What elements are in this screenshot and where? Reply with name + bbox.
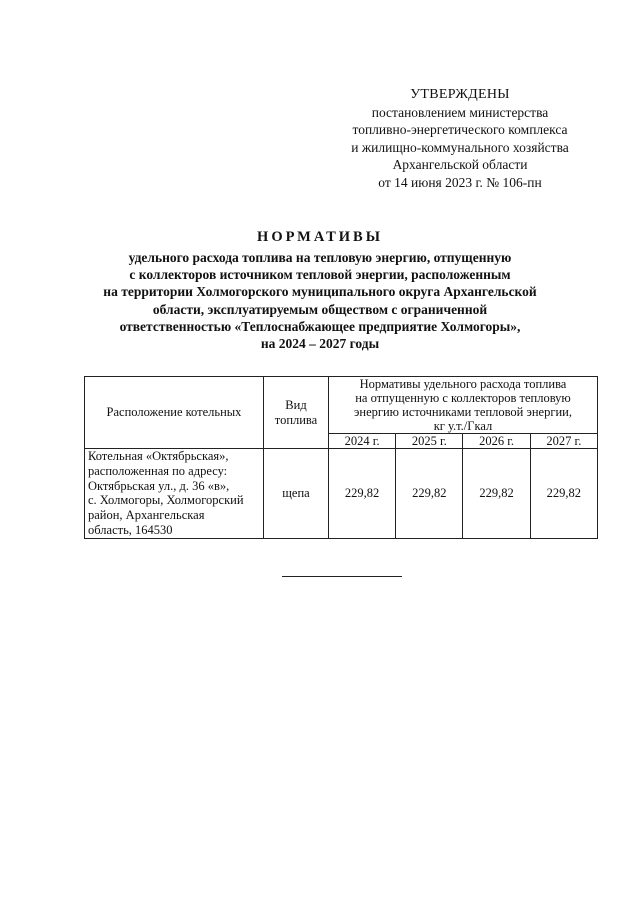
header-fuel <box>264 377 329 449</box>
header-group-line: энергию источниками тепловой энергии, <box>354 405 572 419</box>
table-header-row <box>85 377 598 434</box>
header-year-2024: 2024 г. <box>329 434 396 449</box>
table-row <box>85 449 598 539</box>
approval-heading: УТВЕРЖДЕНЫ <box>410 87 510 102</box>
approval-line: и жилищно-коммунального хозяйства <box>351 139 569 155</box>
header-group-line: кг у.т./Гкал <box>433 419 493 433</box>
header-location: Расположение котельных <box>85 377 264 449</box>
subtitle-line: ответственностью «Теплоснабжающее предприятие Холмогоры», <box>119 318 521 334</box>
header-year-2026: 2026 г. <box>463 434 530 449</box>
header-group-line: на отпущенную с коллекторов тепловую <box>355 391 571 405</box>
header-year-2027: 2027 г. <box>530 434 597 449</box>
location-line: Октябрьская ул., д. 36 «в», <box>88 478 230 493</box>
location-line: расположенная по адресу: <box>88 463 228 478</box>
cell-value-2026: 229,82 <box>463 449 530 539</box>
cell-value-2027: 229,82 <box>530 449 597 539</box>
approval-line: Архангельской области <box>392 157 528 172</box>
subtitle-line: удельного расхода топлива на тепловую энергию, отпущенную <box>128 250 512 265</box>
closing-divider <box>282 576 402 577</box>
location-line: с. Холмогоры, Холмогорский <box>88 493 244 508</box>
subtitle-line: области, эксплуатируемым обществом с ограниченной <box>152 301 488 317</box>
subtitle-line: на территории Холмогорского муниципального округа Архангельской <box>103 284 537 300</box>
approval-line: от 14 июня 2023 г. № 106-пн <box>378 174 542 190</box>
cell-value-2025: 229,82 <box>396 449 463 539</box>
document-title: НОРМАТИВЫ <box>257 229 383 245</box>
cell-value-2024: 229,82 <box>329 449 396 539</box>
header-fuel-line: топлива <box>274 412 318 427</box>
header-group-line: Нормативы удельного расхода топлива <box>359 377 567 391</box>
approval-line: постановлением министерства <box>371 104 549 120</box>
subtitle-line: с коллекторов источником тепловой энергии, расположенным <box>129 267 511 283</box>
approval-line: топливно-энергетического комплекса <box>352 122 568 137</box>
location-line: район, Архангельская <box>88 508 205 523</box>
location-line: область, 164530 <box>88 522 173 537</box>
subtitle-line: на 2024 – 2027 годы <box>260 336 380 352</box>
cell-fuel: щепа <box>264 449 329 539</box>
header-year-2025: 2025 г. <box>396 434 463 449</box>
cell-location <box>85 449 264 539</box>
document-subtitle <box>60 249 580 352</box>
location-line: Котельная «Октябрьская», <box>88 449 229 463</box>
norms-table <box>84 376 598 539</box>
header-norms-group <box>329 377 598 434</box>
header-fuel-line: Вид <box>285 397 307 412</box>
approval-stamp <box>330 86 590 191</box>
